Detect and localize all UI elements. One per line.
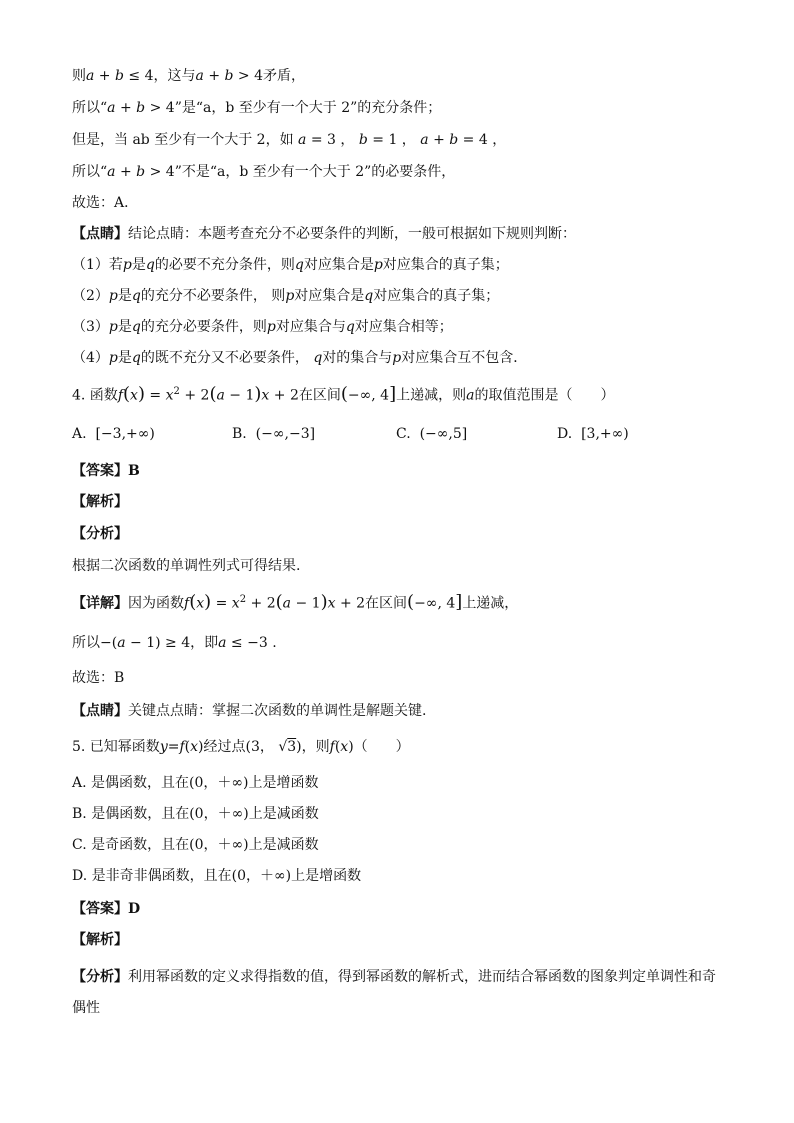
q4-analysis: 【解析】 (72, 494, 128, 510)
line-not-necessary: 所以“a + b > 4”不是“a，b 至少有一个大于 2”的必要条件， (72, 164, 456, 180)
rule-1: （1）若p是q的必要不充分条件，则q对应集合是p对应集合的真子集； (72, 257, 509, 273)
line-sufficient: 所以“a + b > 4”是“a，b 至少有一个大于 2”的充分条件； (72, 100, 442, 116)
rule-3: （3）p是q的充分必要条件，则p对应集合与q对应集合相等； (72, 319, 453, 335)
q4-detail: 【详解】因为函数$f(x) = x^2 + 2(a - 1)x + 2$在区间(−∞, 4]上递减， (72, 591, 519, 613)
q4-option-c[interactable]: C. (−∞,5] (396, 426, 468, 442)
q4-choose: 故选：B (72, 670, 125, 686)
q4-fenxi-text: 根据二次函数的单调性列式可得结果. (72, 558, 301, 574)
q5-option-b[interactable]: B. 是偶函数，且在(0，＋∞)上是减函数 (72, 806, 319, 822)
line-choose-a: 故选：A． (72, 195, 139, 211)
q4-option-a[interactable]: A. [−3,+∞) (72, 426, 155, 442)
rule-2: （2）p是q的充分不必要条件， 则p对应集合是q对应集合的真子集； (72, 288, 500, 304)
q5-option-d[interactable]: D. 是非奇非偶函数，且在(0，＋∞)上是增函数 (72, 868, 362, 884)
q5-answer: 【答案】D (72, 901, 141, 917)
q5-stem: 5. 已知幂函数y=f(x)经过点(3， √3)，则f(x)（ ） (72, 739, 410, 755)
line-note: 【点睛】结论点睛：本题考查充分不必要条件的判断，一般可根据如下规则判断： (72, 226, 576, 242)
q4-note: 【点睛】关键点点睛：掌握二次函数的单调性是解题关键. (72, 703, 427, 719)
q5-analysis: 【解析】 (72, 932, 128, 948)
q5-option-a[interactable]: A. 是偶函数，且在(0，＋∞)上是增函数 (72, 775, 319, 791)
line-counterexample: 但是，当 ab 至少有一个大于 2，如 a = 3 ， b = 1 ， a + b = 4 ， (72, 132, 507, 148)
q4-stem: 4. 函数$f(x) = x^2 + 2(a - 1)x + 2$在区间(−∞, 4]上递减，则a的取值范围是（ ） (72, 383, 615, 405)
q4-option-d[interactable]: D. [3,+∞) (557, 426, 629, 442)
q4-answer: 【答案】B (72, 463, 140, 479)
line-contradiction: 则a + b ≤ 4，这与a + b > 4矛盾， (72, 68, 306, 84)
q4-fenxi: 【分析】 (72, 526, 128, 542)
q4-option-b[interactable]: B. (−∞,−3] (232, 426, 316, 442)
q5-option-c[interactable]: C. 是奇函数，且在(0，＋∞)上是减函数 (72, 837, 319, 853)
rule-4: （4）p是q的既不充分又不必要条件， q对的集合与p对应集合互不包含． (72, 350, 528, 366)
q4-step: 所以−(a − 1) ≥ 4，即a ≤ −3 . (72, 635, 277, 651)
q5-fenxi: 【分析】利用幂函数的定义求得指数的值，得到幂函数的解析式，进而结合幂函数的图象判定单调性和奇偶性 (72, 969, 716, 1016)
